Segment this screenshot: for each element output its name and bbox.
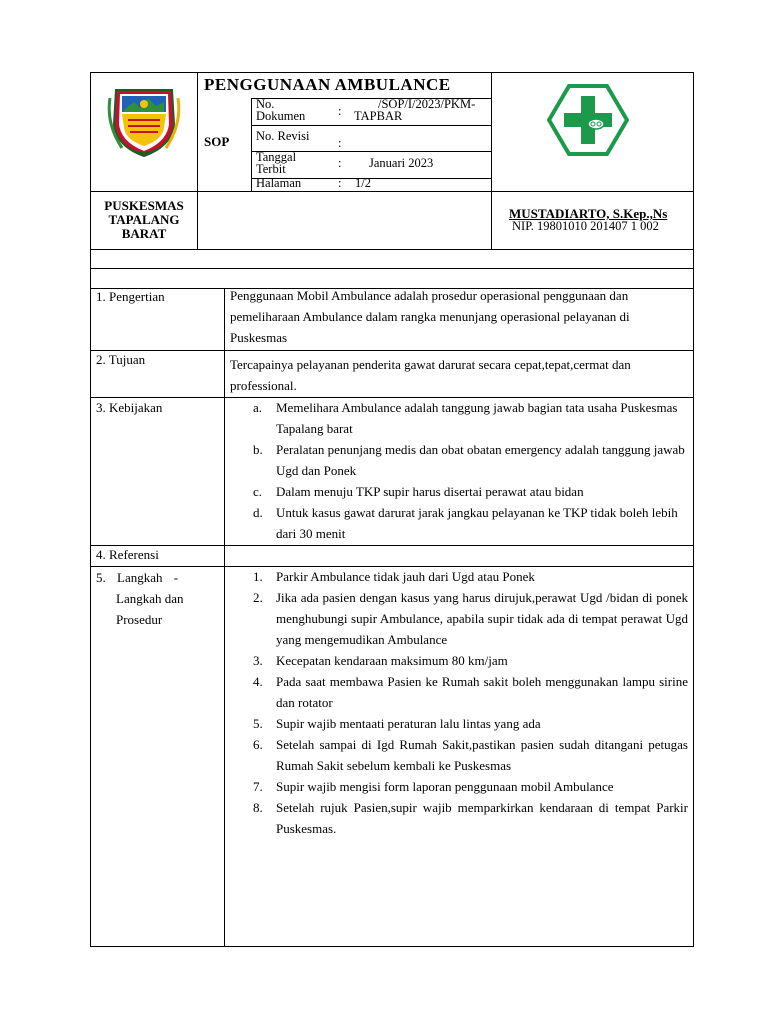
langkah-item-marker: 2. [253, 590, 263, 605]
doc-number-value: TAPBAR [354, 109, 403, 123]
doc-number-label: Dokumen [256, 109, 306, 123]
langkah-item-text: Setelah sampai di Igd Rumah Sakit,pastikan pasien sudah ditangani petugas Rumah Sakit sebelum kembali ke Puskesmas [276, 737, 688, 773]
doc-number-colon: : [338, 104, 342, 118]
puskesmas-cross-icon [547, 84, 629, 156]
langkah-item-text: Pada saat membawa Pasien ke Rumah sakit boleh menggunakan lampu sirine dan rotator [276, 674, 688, 710]
section-label-langkah: Prosedur [116, 612, 163, 627]
kebijakan-item [253, 481, 685, 502]
langkah-item [253, 734, 688, 776]
kebijakan-item [253, 502, 685, 544]
signatory-nip: NIP. 19801010 201407 1 002 [512, 219, 659, 233]
kebijakan-item [253, 439, 685, 481]
langkah-item-marker: 7. [253, 779, 263, 794]
kebijakan-item-text: Untuk kasus gawat darurat jarak jangkau pelayanan ke TKP tidak boleh lebih dari 30 menit [276, 505, 678, 541]
divider [90, 268, 694, 269]
section-label-tujuan: 2. Tujuan [96, 352, 146, 367]
langkah-item-marker: 4. [253, 674, 263, 689]
divider [491, 72, 492, 249]
langkah-item [253, 650, 688, 671]
divider [90, 191, 694, 192]
kebijakan-item-marker: a. [253, 400, 263, 415]
kebijakan-item-text: Memelihara Ambulance adalah tanggung jawab bagian tata usaha Puskesmas Tapalang barat [276, 400, 678, 436]
kebijakan-item [253, 397, 685, 439]
langkah-item [253, 776, 688, 797]
section-label-kebijakan: 3. Kebijakan [96, 400, 163, 415]
document-title: PENGGUNAAN AMBULANCE [204, 75, 451, 94]
langkah-item-marker: 8. [253, 800, 263, 815]
page-value: 1/2 [355, 176, 371, 190]
langkah-item [253, 713, 688, 734]
langkah-item-text: Parkir Ambulance tidak jauh dari Ugd atau Ponek [276, 569, 535, 584]
langkah-item [253, 797, 688, 839]
divider [224, 288, 225, 947]
divider [251, 125, 491, 126]
regional-emblem-logo [104, 84, 184, 158]
page-label: Halaman [256, 176, 302, 190]
divider [90, 249, 694, 250]
langkah-item-text: Supir wajib mentaati peraturan lalu lintas yang ada [276, 716, 541, 731]
issue-date-label: Terbit [256, 162, 286, 176]
page-colon: : [338, 176, 342, 190]
langkah-item [253, 587, 688, 650]
langkah-item [253, 566, 688, 587]
section-text-tujuan: Tercapainya pelayanan penderita gawat darurat secara cepat,tepat,cermat dan professional. [230, 357, 631, 393]
kebijakan-item-text: Peralatan penunjang medis dan obat obatan emergency adalah tanggung jawab Ugd dan Ponek [276, 442, 685, 478]
langkah-item [253, 671, 688, 713]
kebijakan-item-marker: d. [253, 505, 263, 520]
divider [90, 350, 694, 351]
issue-date-colon: : [338, 156, 342, 170]
section-label-pengertian: 1. Pengertian [96, 289, 165, 304]
langkah-item-text: Supir wajib mengisi form laporan penggunaan mobil Ambulance [276, 779, 614, 794]
sop-label: SOP [204, 134, 230, 149]
section-label-langkah: 5. Langkah - [96, 570, 179, 585]
organization-name: PUSKESMAS TAPALANG BARAT [104, 198, 184, 241]
langkah-item-marker: 3. [253, 653, 263, 668]
revision-label: No. Revisi [256, 129, 310, 143]
langkah-item-marker: 6. [253, 737, 263, 752]
langkah-item-text: Setelah rujuk Pasien,supir wajib memparkirkan kendaraan di tempat Parkir Puskesmas. [276, 800, 688, 836]
signatory-name: MUSTADIARTO, S.Kep.,Ns [509, 206, 668, 221]
divider [197, 72, 198, 249]
kebijakan-item-text: Dalam menuju TKP supir harus disertai perawat atau bidan [276, 484, 584, 499]
revision-colon: : [338, 136, 342, 150]
section-text-pengertian: Penggunaan Mobil Ambulance adalah prosedur operasional penggunaan dan pemeliharaan Ambulance dalam rangka menunjang operasional pelayanan di Puskesmas [230, 288, 630, 345]
issue-date-value: Januari 2023 [369, 156, 434, 170]
kebijakan-item-marker: b. [253, 442, 263, 457]
langkah-item-text: Kecepatan kendaraan maksimum 80 km/jam [276, 653, 508, 668]
langkah-item-marker: 1. [253, 569, 263, 584]
section-label-referensi: 4. Referensi [96, 547, 159, 562]
divider [90, 545, 694, 546]
kebijakan-item-marker: c. [253, 484, 263, 499]
puskesmas-logo [547, 84, 629, 156]
doc-number-label: No. [256, 97, 275, 111]
langkah-item-marker: 5. [253, 716, 263, 731]
langkah-item-text: Jika ada pasien dengan kasus yang harus dirujuk,perawat Ugd /bidan di ponek menghubungi supir Ambulance, apabila supir tidak ada di tempat perawat Ugd yang mengemudikan Ambulance [276, 590, 688, 647]
issue-date-label: Tanggal [256, 150, 297, 164]
regional-emblem-icon [104, 84, 184, 158]
doc-number-value: /SOP/I/2023/PKM- [378, 97, 476, 111]
section-label-langkah: Langkah dan [116, 591, 184, 606]
